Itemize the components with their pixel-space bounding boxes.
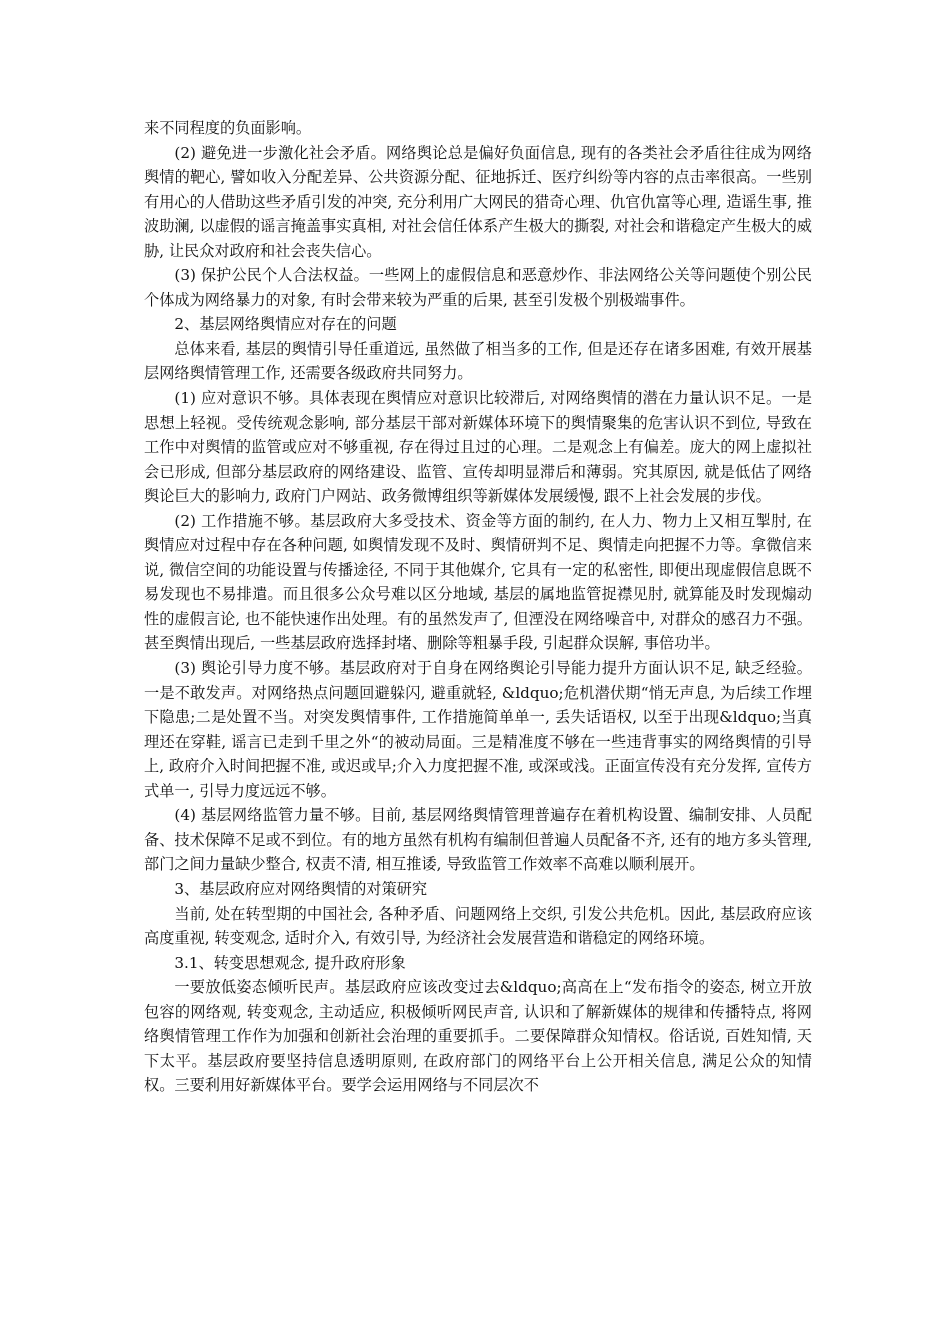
paragraph-problem-1-awareness: (1) 应对意识不够。具体表现在舆情应对意识比较滞后, 对网络舆情的潜在力量认识不足。一是思想上轻视。受传统观念影响, 部分基层干部对新媒体环境下的舆情聚集的危害认识不到位, 导致在工作中对舆情的监管或应对不够重视, 存在得过且过的心理。二是观念上有偏差。庞大的网上虚拟社会已形成, 但部分基层政府的网络建设、监管、宣传却明显滞后和薄弱。究其原因, 就是低估了网络舆论巨大的影响力, 政府门户网站、政务微博组织等新媒体发展缓慢, 跟不上社会发展的步伐。 [144, 389, 812, 506]
paragraph-point-3-citizen-rights: (3) 保护公民个人合法权益。一些网上的虚假信息和恶意炒作、非法网络公关等问题使个别公民个体成为网络暴力的对象, 有时会带来较为严重的后果, 甚至引发极个别极端事件。 [144, 266, 812, 309]
document-body [144, 116, 812, 1098]
paragraph-problem-3-guidance: (3) 舆论引导力度不够。基层政府对于自身在网络舆论引导能力提升方面认识不足, 缺乏经验。一是不敢发声。对网络热点问题回避躲闪, 避重就轻, &ldquo;危机潜伏期“悄无声息, 为后续工作埋下隐患;二是处置不当。对突发舆情事件, 工作措施简单单一, 丢失话语权, 以至于出现&ldquo;当真理还在穿鞋, 谣言已走到千里之外“的被动局面。三是精准度不够在一些违背事实的网络舆情的引导上, 政府介入时间把握不准, 或迟或早;介入力度把握不准, 或深或浅。正面宣传没有充分发挥, 宣传方式单一, 引导力度远远不够。 [144, 659, 812, 800]
paragraph-problem-2-measures: (2) 工作措施不够。基层政府大多受技术、资金等方面的制约, 在人力、物力上又相互掣肘, 在舆情应对过程中存在各种问题, 如舆情发现不及时、舆情研判不足、舆情走向把握不力等。拿微信来说, 微信空间的功能设置与传播途径, 不同于其他媒介, 它具有一定的私密性, 即便出现虚假信息既不易发现也不易排遣。而且很多公众号难以区分地域, 基层的属地监管捉襟见肘, 就算能及时发现煽动性的虚假言论, 也不能快速作出处理。有的虽然发声了, 但湮没在网络噪音中, 对群众的感召力不强。甚至舆情出现后, 一些基层政府选择封堵、删除等粗暴手段, 引起群众误解, 事倍功半。 [144, 511, 812, 653]
section-heading-3: 3、基层政府应对网络舆情的对策研究 [174, 879, 428, 898]
section-heading-2: 2、基层网络舆情应对存在的问题 [174, 315, 397, 334]
paragraph-problem-4-supervision: (4) 基层网络监管力量不够。目前, 基层网络舆情管理普遍存在着机构设置、编制安排、人员配备、技术保障不足或不到位。有的地方虽然有机构有编制但普遍人员配备不齐, 还有的地方多头管理, 部门之间力量缺少整合, 权责不清, 相互推诿, 导致监管工作效率不高难以顺利展开。 [144, 806, 812, 874]
paragraph-continuation: 来不同程度的负面影响。 [144, 119, 312, 137]
paragraph-point-2-social-conflict: (2) 避免进一步激化社会矛盾。网络舆论总是偏好负面信息, 现有的各类社会矛盾往往成为网络舆情的靶心, 譬如收入分配差异、公共资源分配、征地拆迁、医疗纠纷等内容的点击率很高。一些别有用心的人借助这些矛盾引发的冲突, 充分利用广大网民的猎奇心理、仇官仇富等心理, 造谣生事, 推波助澜, 以虚假的谣言掩盖事实真相, 对社会信任体系产生极大的撕裂, 对社会和谐稳定产生极大的威胁, 让民众对政府和社会丧失信心。 [144, 143, 812, 260]
paragraph-current-situation: 当前, 处在转型期的中国社会, 各种矛盾、问题网络上交织, 引发公共危机。因此, 基层政府应该高度重视, 转变观念, 适时介入, 有效引导, 为经济社会发展营造和谐稳定的网络环境。 [144, 904, 812, 948]
paragraph-transform-thinking: 一要放低姿态倾听民声。基层政府应该改变过去&ldquo;高高在上“发布指令的姿态, 树立开放包容的网络观, 转变观念, 主动适应, 积极倾听网民声音, 认识和了解新媒体的规律和传播特点, 将网络舆情管理工作作为加强和创新社会治理的重要抓手。二要保障群众知情权。俗话说, 百姓知情, 天下太平。基层政府要坚持信息透明原则, 在政府部门的网络平台上公开相关信息, 满足公众的知情权。三要利用好新媒体平台。要学会运用网络与不同层次不 [144, 978, 812, 1095]
paragraph-overview: 总体来看, 基层的舆情引导任重道远, 虽然做了相当多的工作, 但是还存在诸多困难, 有效开展基层网络舆情管理工作, 还需要各级政府共同努力。 [144, 339, 812, 383]
subsection-heading-3-1: 3.1、转变思想观念, 提升政府形象 [174, 953, 406, 972]
